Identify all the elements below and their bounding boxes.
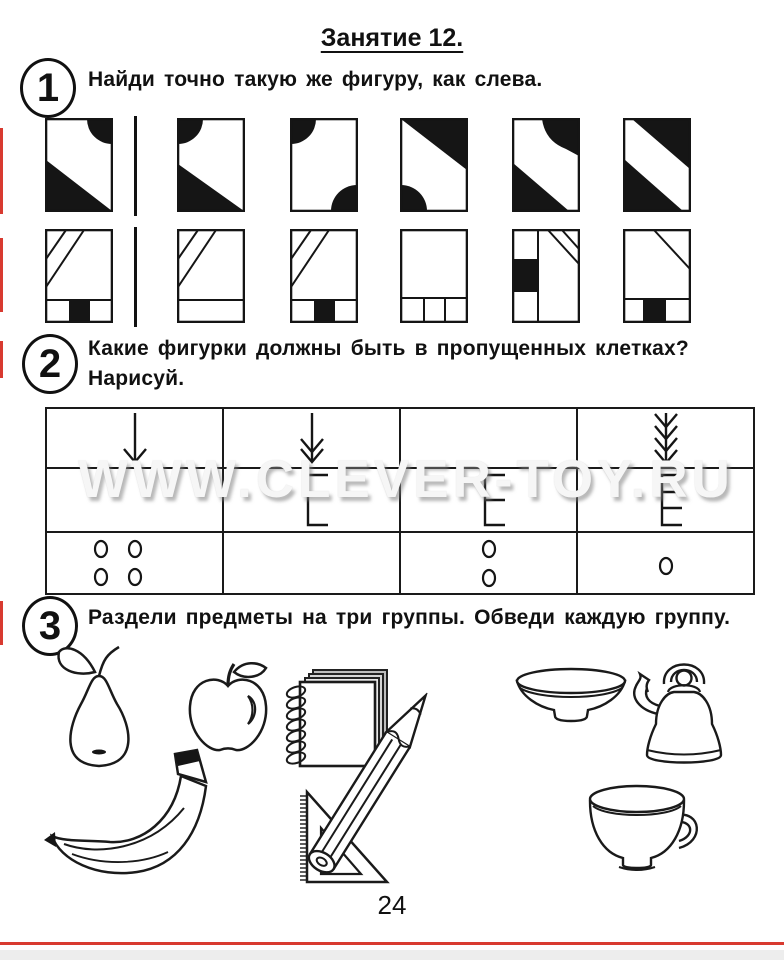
tile-option-row1-5 bbox=[623, 118, 691, 212]
tile-option-row2-1 bbox=[177, 229, 245, 323]
task1-instruction: Найди точно такую же фигуру, как слева. bbox=[88, 68, 543, 91]
task1-number-badge bbox=[20, 58, 76, 118]
page-edge-shadow bbox=[0, 950, 784, 960]
tile-option-row2-4 bbox=[512, 229, 580, 323]
red-edge-mark bbox=[0, 601, 3, 645]
one-circle-icon bbox=[651, 534, 681, 592]
task1-number: 1 bbox=[36, 65, 60, 110]
watermark: WWW.CLEVER-TOY.RU bbox=[78, 450, 734, 509]
cell-circles-4[interactable] bbox=[46, 532, 223, 594]
cell-circles-empty[interactable] bbox=[223, 532, 400, 594]
four-circles-icon bbox=[71, 534, 171, 592]
task2-number: 2 bbox=[38, 341, 62, 386]
cup-drawing bbox=[585, 781, 705, 881]
kettle-drawing bbox=[628, 656, 740, 778]
task3-instruction: Раздели предметы на три группы. Обведи каждую группу. bbox=[88, 606, 731, 629]
red-bottom-line bbox=[0, 942, 784, 945]
task2-instruction-line1: Какие фигурки должны быть в пропущенных клетках? bbox=[88, 337, 689, 360]
task2-instruction-line2: Нарисуй. bbox=[88, 367, 185, 390]
tile-option-row1-1 bbox=[177, 118, 245, 212]
red-edge-mark bbox=[0, 341, 3, 378]
tile-option-row1-3 bbox=[400, 118, 468, 212]
cell-circles-2[interactable] bbox=[400, 532, 577, 594]
red-edge-mark bbox=[0, 238, 3, 312]
tile-option-row2-5 bbox=[623, 229, 691, 323]
row1-divider bbox=[134, 116, 137, 216]
tile-option-row2-2 bbox=[290, 229, 358, 323]
tile-target-row1 bbox=[45, 118, 113, 212]
tile-target-row2 bbox=[45, 229, 113, 323]
page-number: 24 bbox=[377, 890, 407, 920]
page-title: Занятие 12. bbox=[320, 24, 464, 52]
bowl-drawing bbox=[512, 666, 630, 726]
task3-number: 3 bbox=[38, 603, 62, 648]
red-edge-mark bbox=[0, 128, 3, 214]
row2-divider bbox=[134, 227, 137, 327]
tile-option-row2-3 bbox=[400, 229, 468, 323]
two-circles-icon bbox=[474, 534, 504, 592]
banana-drawing bbox=[42, 748, 217, 883]
task2-number-badge bbox=[22, 334, 78, 394]
cell-circles-1[interactable] bbox=[577, 532, 754, 594]
apple-drawing bbox=[186, 660, 271, 758]
tile-option-row1-2 bbox=[290, 118, 358, 212]
tile-option-row1-4 bbox=[512, 118, 580, 212]
